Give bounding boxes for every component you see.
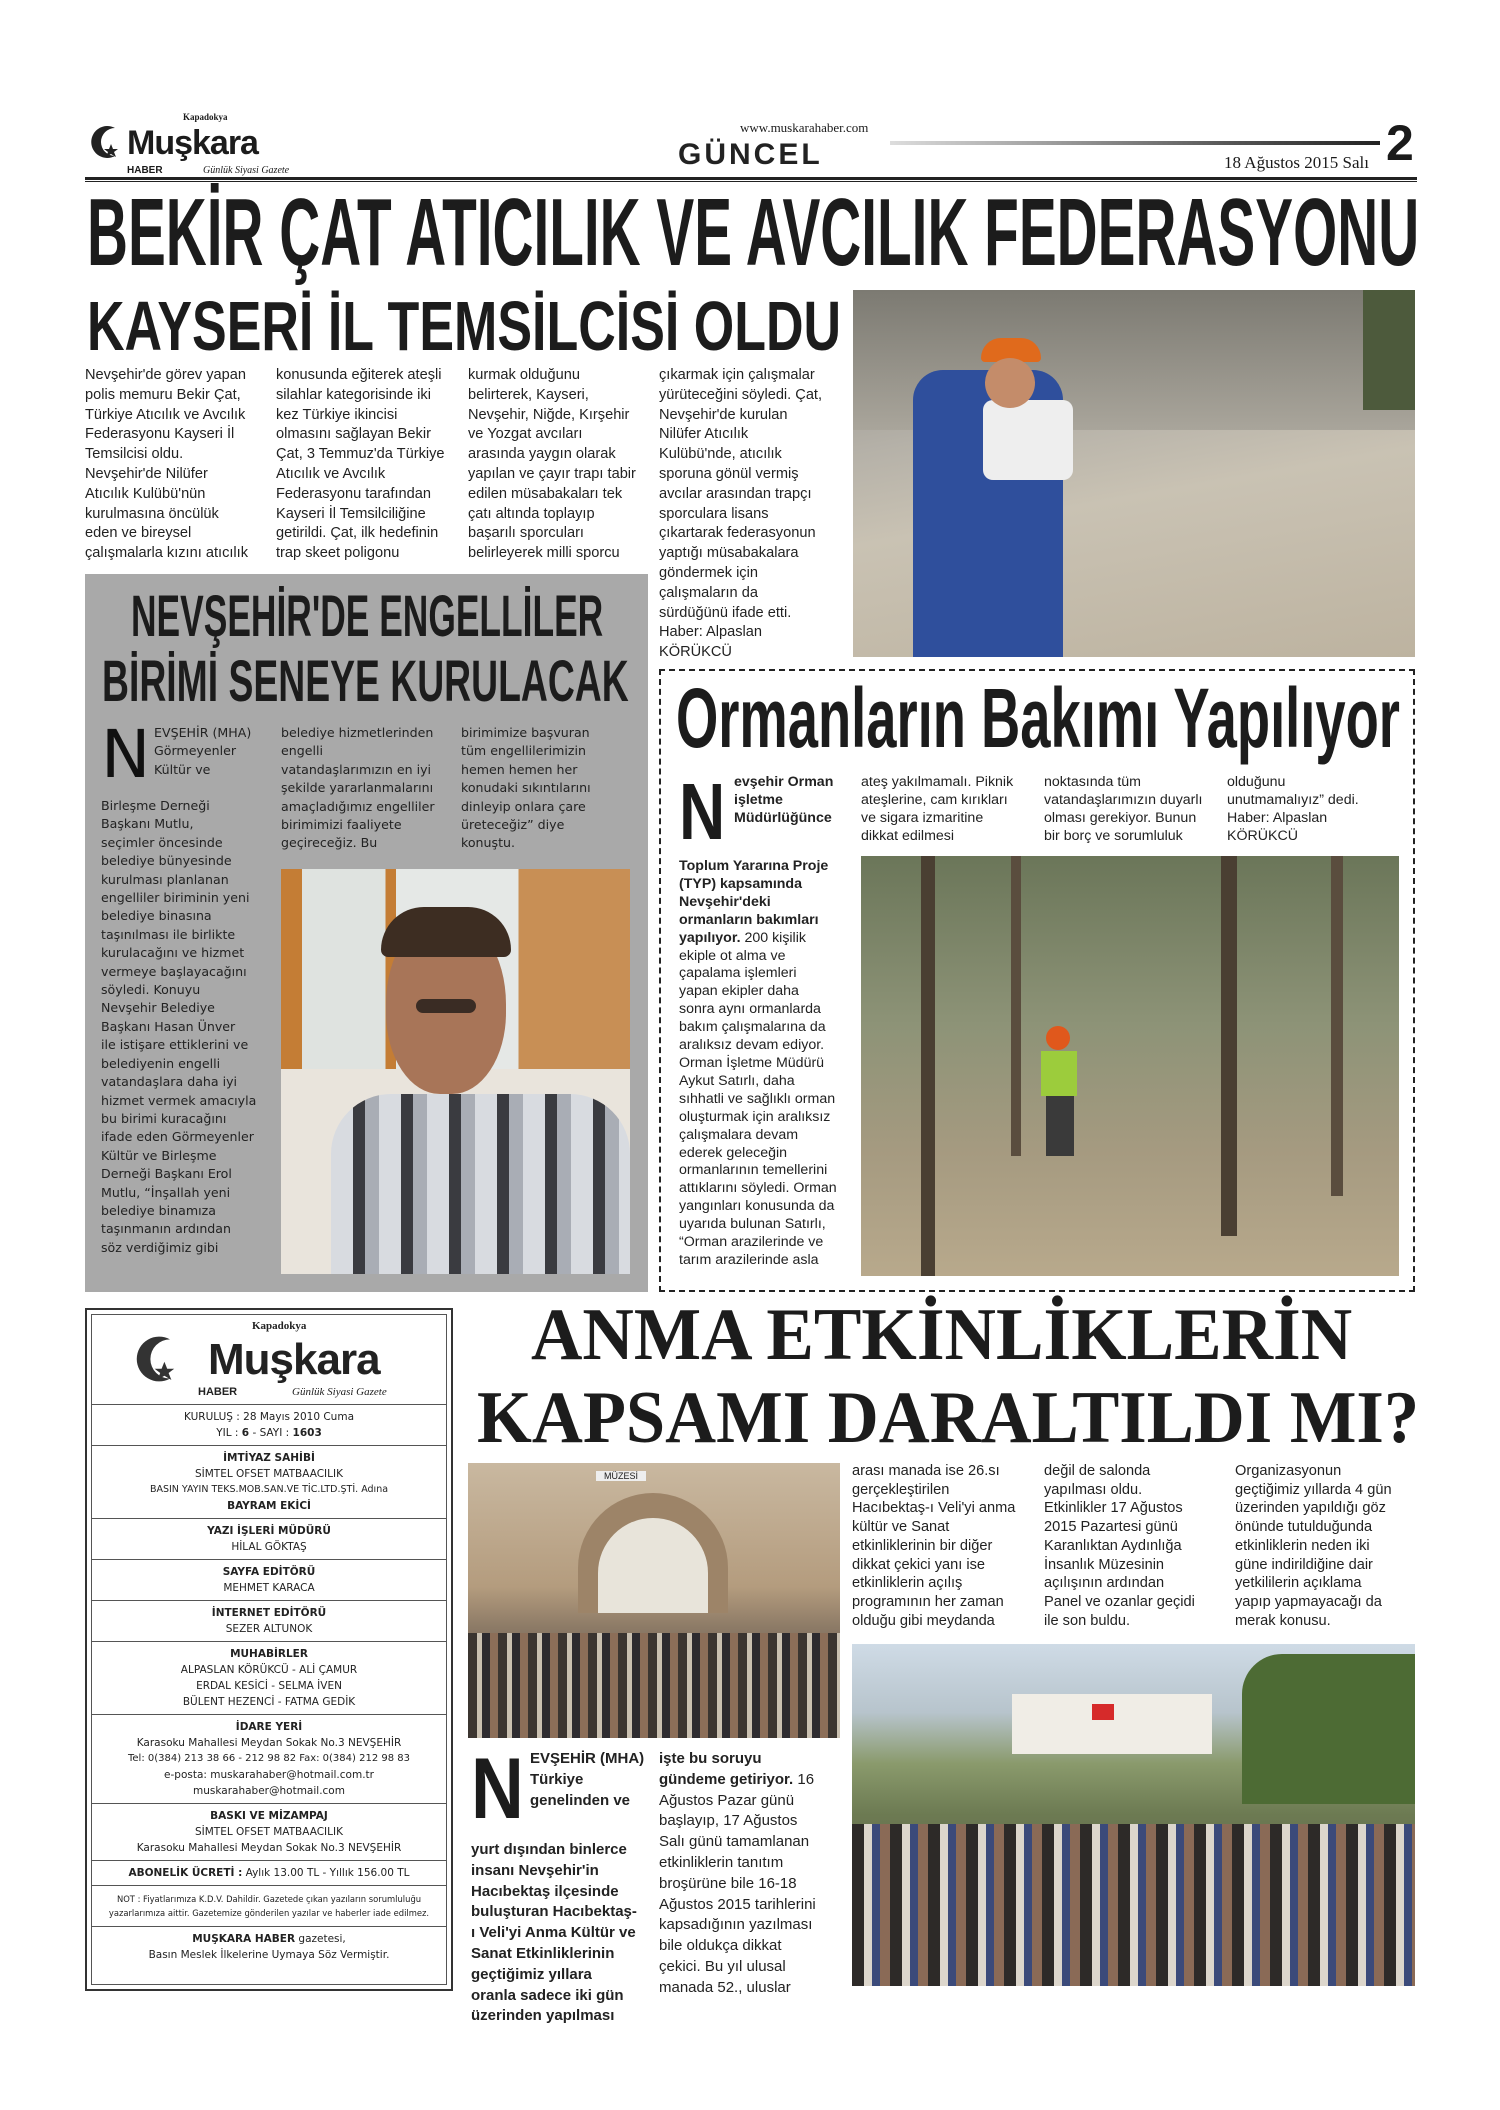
- article2-col-3: birimimize başvuran tüm engellilerimizin hemen hemen her konudaki sıkıntılarını dinleyip onlara çare üreteceğiz” diye konuştu.: [461, 725, 591, 851]
- header-rule: [890, 141, 1380, 145]
- article3-lead: evşehir Orman işletme Müdürlüğünce: [734, 774, 834, 826]
- masthead-print: [92, 1804, 446, 1861]
- owner-company-full: BASIN YAYIN TEKS.MOB.SAN.VE TİC.LTD.ŞTİ. Adına: [149, 1484, 389, 1495]
- logo-region: Kapadokya: [183, 112, 228, 122]
- article4-lead-cont: yurt dışından binlerce insanı Nevşehir'in Hacıbektaş ilçesinde buluşturan Hacıbektaş- ı Veli'yi Anma Kültür ve Sanat Etkinliklerinin geçtiğimiz yıllara oranla sadece iki gün üzerinden yapılması: [471, 1841, 637, 2025]
- office-phone: Tel: 0(384) 213 38 66 - 212 98 82 Fax: 0(384) 212 98 83: [127, 1753, 410, 1764]
- reporters-line: BÜLENT HEZENCİ - FATMA GEDİK: [182, 1696, 356, 1708]
- pledge-text: gazetesi,: [295, 1933, 346, 1945]
- article1-col-3: kurmak olduğunu belirterek, Kayseri, Nevşehir, Niğde, Kırşehir ve Yozgat avcıları arasında yaygın olarak yapılan ve çayır trapı tabir edilen müsabakaları tek çatı altında toplayıp başarılı sporcuları belirleyerek milli sporcu: [468, 367, 636, 562]
- editor-name: HİLAL GÖKTAŞ: [231, 1541, 307, 1553]
- masthead-note: NOT : Fiyatlarımıza K.D.V. Dahildir. Gazetede çıkan yazıların sorumluluğu yazarlarımıza aittir. Gazetemize gönderilen yazılar ve haberler iade edilmez.: [92, 1886, 446, 1927]
- logo-tagline: Günlük Siyasi Gazete: [203, 165, 290, 176]
- photo-erol-mutlu: [281, 869, 630, 1274]
- pledge-text-2: Basın Meslek İlkelerine Uymaya Söz Vermiştir.: [148, 1949, 390, 1961]
- year-issue: [94, 1425, 444, 1441]
- headline-engelliler-2: BİRİMİ SENEYE KURULACAK: [102, 649, 629, 714]
- masthead-editor: [92, 1519, 446, 1560]
- logo-sub: HABER: [127, 165, 163, 176]
- page-number: 2: [1386, 115, 1414, 171]
- subscription-label: ABONELİK ÜCRETİ :: [128, 1867, 243, 1879]
- masthead-logo: [92, 1315, 446, 1405]
- masthead-logo-region: Kapadokya: [252, 1320, 307, 1332]
- photo-forest-worker: [861, 856, 1399, 1276]
- masthead-founded: [92, 1405, 446, 1446]
- office-email[interactable]: muskarahaber@hotmail.com: [193, 1785, 345, 1797]
- owner-title: İMTİYAZ SAHİBİ: [223, 1452, 315, 1464]
- issue-value: 1603: [292, 1427, 322, 1439]
- photo-shooter: [853, 290, 1415, 657]
- pledge-brand: MUŞKARA HABER: [192, 1933, 296, 1945]
- photo-sign: MÜZESİ: [596, 1471, 646, 1481]
- article2-col-1: Birleşme Derneği Başkanı Mutlu, seçimler öncesinde belediye bünyesinde kurulması planlanan engelliler biriminin yeni belediye binasına taşınılması ile birlikte kurulacağını ve hizmet vermeye başlayacağını söyledi. Konuyu Nevşehir Belediye Başkanı Hasan Ünver ile istişare ettiklerini ve belediyenin engelli vatandaşlara daha iyi hizmet vermek amacıyla bu birimi kuracağını ifade eden Görmeyenler Kültür ve Birleşme Derneği Başkanı Erol Mutlu, “İnşallah yeni belediye binamıza taşınmanın ardından söz verdiğimiz gibi: [101, 798, 257, 1255]
- article3-col-1: 200 kişilik ekiple ot alma ve çapalama işlemleri yapan ekipler daha sonra aynı ormanlarda bakım çalışmalarına da aralıksız devam ediyor. Orman İşletme Müdürü Aykut Satırlı, daha sıhhatli ve sağlıklı orman oluşturmak için aralıksız çalışmalara devam ederek geleceğin ormanlarının temellerini attıklarını söyledi. Orman yangınları konusunda da uyarıda bulunan Satırlı, “Orman arazilerinde ve tarım arazilerinde asla: [679, 929, 837, 1268]
- article4-lead: EVŞEHİR (MHA) Türkiye genelinden ve: [530, 1750, 645, 1809]
- article3-body-col-1: [679, 858, 837, 1270]
- year-value: 6: [241, 1427, 250, 1439]
- site-url: www.muskarahaber.com: [740, 120, 869, 135]
- masthead-page-editor: [92, 1560, 446, 1601]
- print-company: SİMTEL OFSET MATBAACILIK: [194, 1826, 343, 1838]
- editor-title: YAZI İŞLERİ MÜDÜRÜ: [207, 1525, 331, 1537]
- subscription-value: Aylık 13.00 TL - Yıllık 156.00 TL: [242, 1867, 410, 1879]
- header-logo: [85, 114, 300, 178]
- issue-date: 18 Ağustos 2015 Salı: [1224, 153, 1369, 172]
- masthead-reporters: [92, 1642, 446, 1715]
- crescent-star-icon: [128, 1331, 184, 1387]
- headline-engelliler-1: NEVŞEHİR'DE ENGELLİLER: [131, 584, 604, 649]
- office-address: Karasoku Mahallesi Meydan Sokak No.3 NEVŞEHİR: [136, 1737, 402, 1749]
- article4-col-2: [659, 1749, 816, 1999]
- masthead-logo-tagline: Günlük Siyasi Gazete: [292, 1386, 387, 1398]
- headline-ormanlar: Ormanların Bakımı Yapılıyor: [676, 671, 1400, 765]
- year-label: YIL :: [216, 1427, 242, 1439]
- masthead-subscription: [92, 1861, 446, 1886]
- masthead-office: [92, 1715, 446, 1804]
- article3-lead-cont: Toplum Yararına Proje (TYP) kapsamında Nevşehir'deki ormanların bakımları yapılıyor.: [679, 858, 829, 946]
- article3-col-2: ateş yakılmamalı. Piknik ateşlerine, cam kırıkları ve sigara izmaritine dikkat edilmesi: [861, 774, 1014, 844]
- article1-col-1: Nevşehir'de görev yapan polis memuru Bekir Çat, Türkiye Atıcılık ve Avcılık Federasyonu Kayseri İl Temsilcisi oldu. Nevşehir'de Nilüfer Atıcılık Kulübü'nün kurulmasına öncülük eden ve bireysel çalışmalarla kızını atıcılık: [85, 367, 249, 562]
- page-editor-name: MEHMET KARACA: [223, 1582, 315, 1594]
- issue-label: - SAYI :: [249, 1427, 293, 1439]
- headline-kayseri: KAYSERİ İL TEMSİLCİSİ OLDU: [87, 287, 842, 365]
- web-editor-title: İNTERNET EDİTÖRÜ: [211, 1607, 327, 1619]
- drop-cap-n: N: [471, 1741, 524, 1837]
- masthead-logo-brand: Muşkara: [208, 1335, 380, 1384]
- article4-col-3: arası manada ise 26.sı gerçekleştirilen Hacıbektaş-ı Veli'yi anma kültür ve Sanat etkinliklerinin bir diğer dikkat çekici yanı ise etkinliklerin açılış programının her zaman olduğu gibi meydanda: [852, 1463, 1016, 1629]
- print-title: BASKI VE MİZAMPAJ: [210, 1810, 328, 1822]
- reporters-line: ALPASLAN KÖRÜKCÜ - ALİ ÇAMUR: [180, 1664, 358, 1676]
- office-email[interactable]: e-posta: muskarahaber@hotmail.com.tr: [164, 1769, 374, 1781]
- print-address: Karasoku Mahallesi Meydan Sokak No.3 NEVŞEHİR: [136, 1842, 402, 1854]
- drop-cap-n: N: [101, 716, 151, 793]
- masthead-web-editor: [92, 1601, 446, 1642]
- article3-col-3: noktasında tüm vatandaşlarımızın duyarlı olması gerekiyor. Bunun bir borç ve sorumluluk: [1044, 774, 1203, 844]
- headline-anma-2: KAPSAMI DARALTILDI MI?: [477, 1377, 1420, 1459]
- masthead-box: [85, 1308, 453, 1991]
- reporters-line: ERDAL KESİCİ - SELMA İVEN: [196, 1680, 342, 1692]
- article4-col-2-text: 16 Ağustos Pazar günü başlayıp, 17 Ağustos Salı günü tamamlanan etkinliklerin tanıtım broşürüne bile 16-18 Ağustos 2015 tarihlerini kapsadığının yazılması bile oldukça dikkat çekici. Bu yıl ulusal manada 52., uluslar: [659, 1770, 816, 1996]
- web-editor-name: SEZER ALTUNOK: [225, 1623, 313, 1635]
- article2-lead: EVŞEHİR (MHA) Görmeyenler Kültür ve: [154, 725, 252, 777]
- page-editor-title: SAYFA EDİTÖRÜ: [222, 1566, 316, 1578]
- article3-col-4: olduğunu unutmamalıyız” dedi. Haber: Alpaslan KÖRÜKCÜ: [1227, 774, 1359, 844]
- photo-festival-crowd: [852, 1644, 1415, 1986]
- headline-anma-1: ANMA ETKİNLİKLERİN: [531, 1294, 1353, 1376]
- drop-cap-n: N: [679, 767, 726, 856]
- masthead-pledge: [92, 1927, 446, 1984]
- headline-bekir-cat: BEKİR ÇAT ATICILIK VE AVCILIK FEDERASYONU: [87, 179, 1420, 286]
- owner-company: SİMTEL OFSET MATBAACILIK: [194, 1468, 343, 1480]
- section-title: GÜNCEL: [678, 138, 823, 171]
- office-title: İDARE YERİ: [235, 1721, 303, 1733]
- photo-museum-crowd: [468, 1463, 840, 1738]
- reporters-title: MUHABİRLER: [230, 1648, 308, 1660]
- article2-col-2: belediye hizmetlerinden engelli vatandaşlarımızın en iyi şekilde yararlanmalarını amaçladığımız engelliler birimimizi faaliyete geçireceğiz. Bu: [281, 725, 435, 851]
- article1-col-2: konusunda eğiterek ateşli silahlar kategorisinde iki kez Türkiye ikincisi olmasını sağlayan Bekir Çat, 3 Temmuz'da Türkiye Atıcılık ve Avcılık Federasyonu tarafından Kayseri İl Temsilciliğine getirildi. Çat, ilk hedefinin trap skeet poligonu: [276, 367, 445, 562]
- crescent-star-icon: [85, 122, 125, 162]
- owner-name: BAYRAM EKİCİ: [227, 1500, 311, 1512]
- article1-col-4: çıkarmak için çalışmalar yürüteceğini söyledi. Çat, Nevşehir'de kurulan Nilüfer Atıcılık Kulübü'nde, atıcılık sporuna gönül vermiş avcılar arasından trapçı sporculara lisans çıkartarak federasyonun yaptığı müsabakalara göndermek için çalışmaların da sürdüğünü ifade etti. Haber: Alpaslan KÖRÜKCÜ: [659, 367, 823, 661]
- logo-brand: Muşkara: [127, 124, 258, 162]
- article4-col-5: Organizasyonun geçtiğimiz yıllarda 4 gün üzerinden yapıldığı göz önünde tutulduğunda etkinliklerin neden iki güne indirildiğine dair yetkililerin açıklama yapıp yapmayacağı da merak konusu.: [1235, 1463, 1392, 1629]
- article4-col-4: değil de salonda yapılması oldu. Etkinlikler 17 Ağustos 2015 Pazartesi günü Karanlıktan Aydınlığa İnsanlık Müzesinin açılışının ardından Panel ve ozanlar geçidi ile son buldu.: [1044, 1463, 1195, 1629]
- article4-col-2-bold: işte bu soruyu gündeme getiriyor.: [659, 1750, 794, 1788]
- masthead-owner: [92, 1446, 446, 1519]
- founded-date: KURULUŞ : 28 Mayıs 2010 Cuma: [184, 1411, 354, 1423]
- masthead-logo-sub: HABER: [198, 1386, 238, 1398]
